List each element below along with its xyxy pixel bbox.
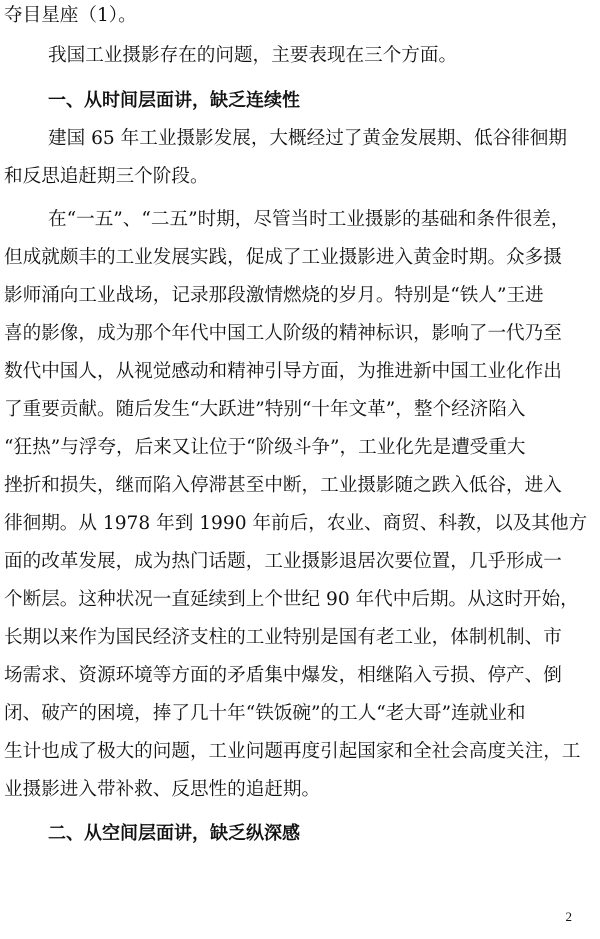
paragraph-line: 在“一五”、“二五”时期，尽管当时工业摄影的基础和条件很差， — [48, 209, 570, 230]
paragraph-line: 夺目星座（1）。 — [4, 5, 137, 26]
paragraph-line: 生计也成了极大的问题，工业问题再度引起国家和全社会高度关注，工 — [4, 741, 581, 762]
paragraph-line: 我国工业摄影存在的问题，主要表现在三个方面。 — [48, 45, 458, 66]
paragraph-line: 挫折和损失，继而陷入停滞甚至中断，工业摄影随之跌入低谷，进入 — [4, 475, 562, 496]
paragraph-line: 个断层。这种状况一直延续到上个世纪 90 年代中后期。从这时开始， — [4, 589, 579, 610]
paragraph-line: 影师涌向工业战场，记录那段激情燃烧的岁月。特别是“铁人”王进 — [4, 285, 544, 306]
paragraph-line: 和反思追赶期三个阶段。 — [4, 166, 209, 187]
paragraph-line: 建国 65 年工业摄影发展，大概经过了黄金发展期、低谷徘徊期 — [48, 128, 567, 149]
paragraph-line: 长期以来作为国民经济支柱的工业特别是国有老工业，体制机制、市 — [4, 627, 562, 648]
paragraph-line: 业摄影进入带补救、反思性的追赶期。 — [4, 779, 321, 800]
page-number: 2 — [565, 909, 572, 924]
paragraph-line: “狂热”与浮夸，后来又让位于“阶级斗争”，工业化先是遭受重大 — [4, 437, 526, 458]
paragraph-line: 数代中国人，从视觉感动和精神引导方面，为推进新中国工业化作出 — [4, 361, 562, 382]
paragraph-line: 面的改革发展，成为热门话题，工业摄影退居次要位置，几乎形成一 — [4, 551, 562, 572]
paragraph-line: 了重要贡献。随后发生“大跃进”特别“十年文革”，整个经济陷入 — [4, 399, 526, 420]
section-heading-1: 一、从时间层面讲，缺乏连续性 — [48, 90, 300, 111]
section-heading-2: 二、从空间层面讲，缺乏纵深感 — [48, 823, 300, 844]
paragraph-line: 但成就颇丰的工业发展实践，促成了工业摄影进入黄金时期。众多摄 — [4, 247, 562, 268]
paragraph-line: 喜的影像，成为那个年代中国工人阶级的精神标识，影响了一代乃至 — [4, 323, 562, 344]
paragraph-line: 场需求、资源环境等方面的矛盾集中爆发，相继陷入亏损、停产、倒 — [4, 665, 562, 686]
paragraph-line: 徘徊期。从 1978 年到 1990 年前后，农业、商贸、科教，以及其他方 — [4, 513, 588, 534]
paragraph-line: 闭、破产的困境，捧了几十年“铁饭碗”的工人“老大哥”连就业和 — [4, 703, 526, 724]
